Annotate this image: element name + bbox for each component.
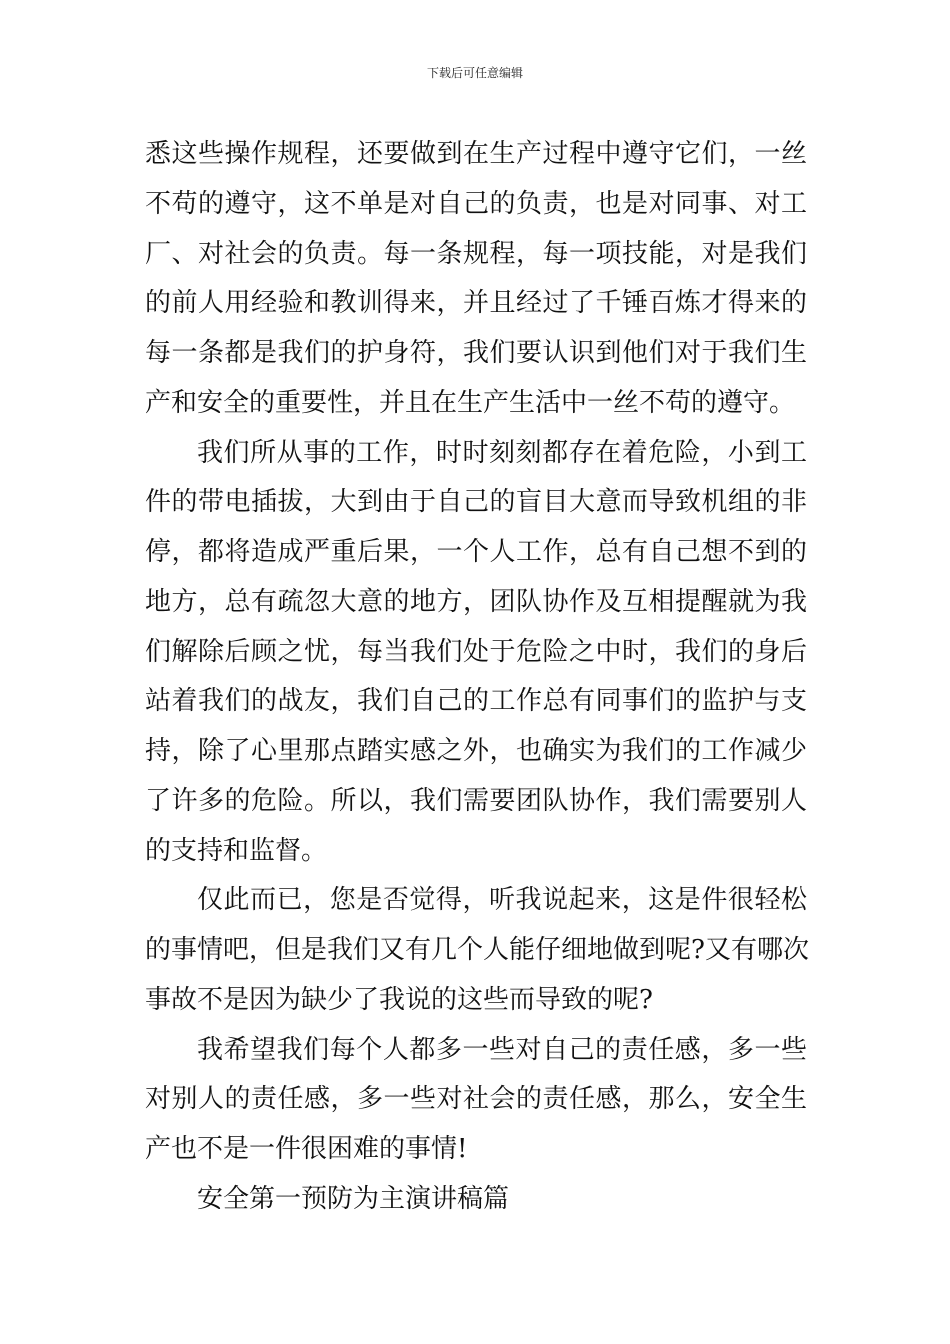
text-line: 不苟的遵守，这不单是对自己的负责，也是对同事、对工 <box>145 188 807 219</box>
text-line: 停，都将造成严重后果，一个人工作，总有自己想不到的 <box>145 537 807 567</box>
text-line: 的支持和监督。 <box>145 835 328 866</box>
paragraph <box>145 1026 807 1175</box>
text-line: 产也不是一件很困难的事情! <box>145 1134 468 1164</box>
text-line: 的前人用经验和教训得来，并且经过了千锤百炼才得来的 <box>145 288 807 319</box>
paragraph <box>145 130 807 429</box>
text-line: 产和安全的重要性，并且在生产生活中一丝不苟的遵守。 <box>145 387 796 418</box>
section-title: 安全第一预防为主演讲稿篇 <box>197 1183 510 1214</box>
text-line: 我希望我们每个人都多一些对自己的责任感，多一些 <box>197 1034 807 1065</box>
text-line: 了许多的危险。所以，我们需要团队协作，我们需要别人 <box>145 785 807 816</box>
text-line: 地方，总有疏忽大意的地方，团队协作及互相提醒就为我 <box>145 586 807 617</box>
text-line: 对别人的责任感，多一些对社会的责任感，那么，安全生 <box>145 1084 807 1115</box>
text-line: 仅此而已，您是否觉得，听我说起来，这是件很轻松 <box>197 885 807 916</box>
text-line: 站着我们的战友，我们自己的工作总有同事们的监护与支 <box>145 686 807 717</box>
text-line: 件的带电插拔，大到由于自己的盲目大意而导致机组的非 <box>145 487 807 518</box>
paragraph <box>145 429 807 877</box>
text-line: 的事情吧，但是我们又有几个人能仔细地做到呢?又有哪次 <box>145 935 809 965</box>
page-header: 下载后可任意编辑 <box>426 66 523 80</box>
document-body <box>145 130 807 1225</box>
text-line: 我们所从事的工作，时时刻刻都存在着危险，小到工 <box>197 437 807 468</box>
text-line: 事故不是因为缺少了我说的这些而导致的呢? <box>145 984 653 1015</box>
paragraph <box>145 876 807 1025</box>
text-line: 们解除后顾之忧，每当我们处于危险之中时，我们的身后 <box>145 636 807 667</box>
text-line: 悉这些操作规程，还要做到在生产过程中遵守它们，一丝 <box>145 139 807 169</box>
text-line: 每一条都是我们的护身符，我们要认识到他们对于我们生 <box>145 338 807 368</box>
text-line: 持，除了心里那点踏实感之外，也确实为我们的工作减少 <box>145 736 807 766</box>
text-line: 厂、对社会的负责。每一条规程，每一项技能，对是我们 <box>145 238 807 269</box>
